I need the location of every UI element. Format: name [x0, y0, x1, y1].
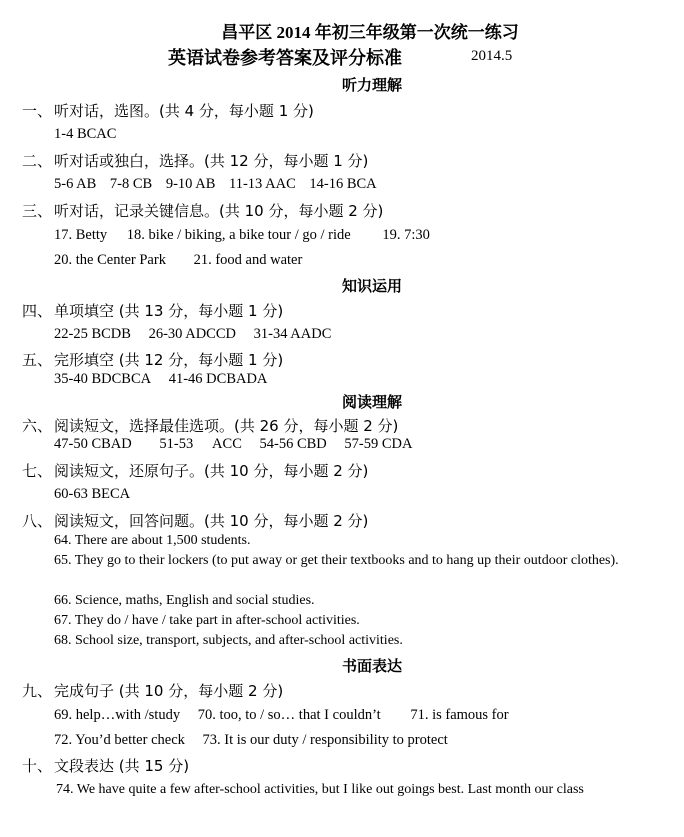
- question-5-title: [22, 349, 283, 370]
- answer-item: 69. help…with /study: [54, 707, 181, 723]
- question-number: 三、: [22, 202, 53, 220]
- answer-paragraph: 66. Science, maths, English and social studies.: [54, 593, 315, 608]
- question-title: 听对话，记录关键信息。(共 10 分，每小题 2 分): [54, 202, 384, 220]
- question-number: 八、: [22, 512, 53, 530]
- question-10-title: [22, 755, 189, 776]
- question-number: 四、: [22, 302, 53, 320]
- answer-paragraph: 67. They do / have / take part in after-school activities.: [54, 613, 360, 628]
- answer-paragraph: 74. We have quite a few after-school activities, but I like out goings best. Last month our class: [56, 782, 584, 797]
- answer-item: 54-56 CBD: [259, 436, 327, 452]
- question-7-title: [22, 460, 368, 481]
- answer-line: [54, 326, 331, 343]
- answer-item: 47-50 CBAD: [54, 436, 132, 452]
- question-title: 阅读短文，回答问题。(共 10 分，每小题 2 分): [54, 512, 369, 530]
- question-number: 六、: [22, 417, 53, 435]
- answer-item: 73. It is our duty / responsibility to protect: [202, 732, 448, 748]
- question-title: 阅读短文，还原句子。(共 10 分，每小题 2 分): [54, 462, 369, 480]
- question-number: 九、: [22, 682, 53, 700]
- answer-line: [54, 732, 448, 749]
- answer-item: 18. bike / biking, a bike tour / go / ride: [126, 227, 351, 243]
- answer-item: 1-4 BCAC: [54, 126, 117, 142]
- question-title: 听对话，选图。(共 4 分，每小题 1 分): [54, 102, 314, 120]
- answer-item: 14-16 BCA: [309, 176, 377, 192]
- answer-item: 41-46 DCBADA: [168, 371, 268, 387]
- question-number: 七、: [22, 462, 53, 480]
- question-title: 完成句子 (共 10 分，每小题 2 分): [54, 682, 284, 700]
- answer-item: 31-34 AADC: [253, 326, 332, 342]
- answer-item: 11-13 AAC: [229, 176, 296, 192]
- answer-line: [54, 252, 302, 269]
- document-date: 2014.5: [471, 48, 513, 64]
- answer-line: [54, 436, 412, 453]
- answer-line: [54, 176, 377, 193]
- answer-item: 26-30 ADCCD: [148, 326, 236, 342]
- answer-item: 9-10 AB: [165, 176, 216, 192]
- question-2-title: [22, 150, 368, 171]
- question-1-title: [22, 100, 314, 121]
- document-subtitle: 英语试卷参考答案及评分标准: [168, 48, 402, 69]
- document-title: 昌平区 2014 年初三年级第一次统一练习: [221, 23, 519, 42]
- question-number: 二、: [22, 152, 53, 170]
- section-heading-knowledge: 知识运用: [341, 277, 402, 295]
- question-title: 单项填空 (共 13 分，每小题 1 分): [54, 302, 284, 320]
- answer-item: 57-59 CDA: [344, 436, 413, 452]
- answer-item: 51-53: [159, 436, 194, 452]
- answer-line: [54, 486, 130, 503]
- answer-item: ACC: [212, 436, 242, 452]
- section-heading-listening: 听力理解: [341, 76, 402, 94]
- question-9-title: [22, 680, 283, 701]
- answer-item: 5-6 AB: [54, 176, 97, 192]
- question-title: 文段表达 (共 15 分): [54, 757, 190, 775]
- question-4-title: [22, 300, 283, 321]
- question-title: 完形填空 (共 12 分，每小题 1 分): [54, 351, 284, 369]
- answer-item: 17. Betty: [54, 227, 108, 243]
- answer-item: 60-63 BECA: [54, 486, 131, 502]
- answer-item: 20. the Center Park: [54, 252, 166, 268]
- answer-item: 21. food and water: [193, 252, 303, 268]
- question-8-title: [22, 510, 368, 531]
- answer-line: [54, 707, 509, 724]
- answer-line: [54, 371, 267, 388]
- answer-item: 19. 7:30: [382, 227, 430, 243]
- answer-item: 70. too, to / so… that I couldn’t: [197, 707, 381, 723]
- question-title: 听对话或独白，选择。(共 12 分，每小题 1 分): [54, 152, 369, 170]
- answer-item: 7-8 CB: [109, 176, 153, 192]
- answer-line: [54, 227, 430, 244]
- answer-line: [54, 126, 116, 143]
- answer-item: 72. You’d better check: [54, 732, 185, 748]
- question-6-title: [22, 415, 398, 436]
- question-number: 十、: [22, 757, 53, 775]
- answer-item: 22-25 BCDB: [54, 326, 131, 342]
- answer-paragraph: 64. There are about 1,500 students.: [54, 533, 251, 548]
- section-heading-writing: 书面表达: [341, 657, 402, 675]
- answer-paragraph: 68. School size, transport, subjects, and after-school activities.: [54, 633, 403, 648]
- answer-item: 35-40 BDCBCA: [54, 371, 152, 387]
- section-heading-reading: 阅读理解: [341, 393, 402, 411]
- question-number: 五、: [22, 351, 53, 369]
- question-title: 阅读短文，选择最佳选项。(共 26 分，每小题 2 分): [54, 417, 399, 435]
- answer-paragraph: 65. They go to their lockers (to put away or get their textbooks and to hang up their outdoor clothes).: [54, 553, 619, 568]
- question-number: 一、: [22, 102, 53, 120]
- question-3-title: [22, 200, 383, 221]
- answer-item: 71. is famous for: [410, 707, 509, 723]
